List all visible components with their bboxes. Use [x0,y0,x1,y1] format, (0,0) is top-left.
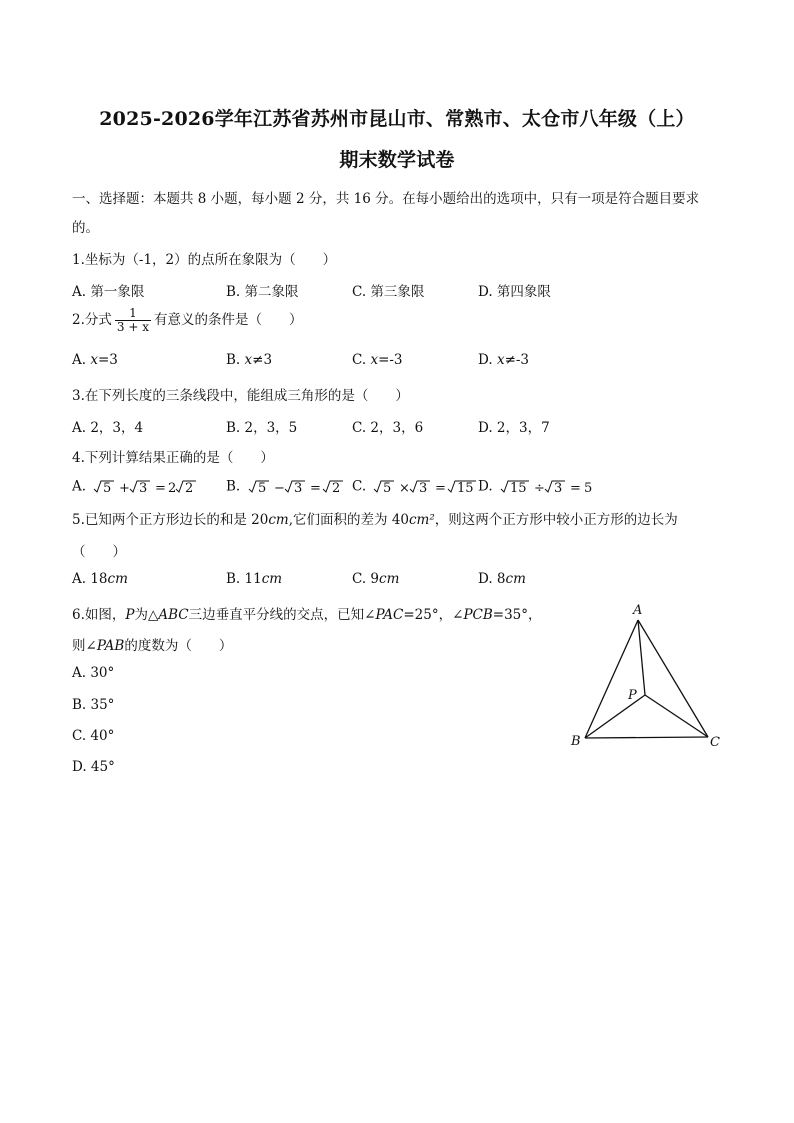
math-expression-b [245,478,351,496]
math-expression-a [90,478,202,496]
option-label: B. [226,352,245,368]
question-4-option-b [226,478,351,496]
question-6-option-c: C. 40° [72,728,115,744]
question-3-option-a: A. 2，3，4 [72,420,144,436]
point-label-p: P [628,688,637,703]
option-label: B. [226,478,241,495]
q6-var-pcb: PCB [463,607,493,623]
option-unit: cm [107,571,128,587]
question-2-option-d [478,352,529,368]
question-6-option-b: B. 35° [72,697,115,713]
q6-var-p: P [125,607,135,623]
section1-instructions [72,187,699,207]
svg-text:3: 3 [293,481,302,496]
question-1-option-a: A. 第一象限 [72,284,145,300]
vertex-label-a: A [633,603,643,618]
svg-text:5: 5 [257,481,266,496]
question-6-stem [72,603,542,623]
question-2-option-c [352,352,403,368]
question-5-option-d [478,571,526,587]
question-6-option-d: D. 45° [72,759,115,775]
svg-text:15: 15 [457,481,474,496]
math-expression-c [370,478,482,496]
question-1-option-d: D. 第四象限 [478,284,551,300]
segment-ac [638,620,708,737]
question-6-option-a: A. 30° [72,665,115,681]
svg-text:5: 5 [103,481,112,496]
svg-text:÷: ÷ [533,481,545,496]
svg-text:−: − [273,481,285,496]
section1-instructions-text: 一、选择题：本题共 8 小题，每小题 2 分，共 16 分。在每小题给出的选项中，只有一项是符合题目要求 [72,191,700,207]
svg-text:=: = [155,481,167,496]
svg-text:=: = [309,481,321,496]
q5-text-c: ，则这两个正方形中较小正方形的边长为 [434,512,678,528]
option-label: C. [352,352,371,368]
exam-title-line2: 期末数学试卷 [339,149,455,171]
svg-text:=: = [435,481,447,496]
q6-text-b: 为△ [134,607,159,623]
question-4-stem: 4.下列计算结果正确的是（ ） [72,450,274,466]
option-unit: cm [505,571,526,587]
q6-text-a: 6.如图， [72,607,126,623]
q6-var-pac: PAC [375,607,404,623]
svg-text:3: 3 [553,481,563,496]
question-3-option-d: D. 2，3，7 [478,420,550,436]
q5-unit2: cm² [409,512,435,528]
svg-text:2: 2 [168,481,177,496]
svg-text:2: 2 [331,481,340,496]
question-5-option-a [72,571,128,587]
math-expression-d [497,478,609,496]
option-rest: ≠-3 [504,352,530,368]
q5-unit: cm [268,512,289,528]
question-3-option-c: C. 2，3，6 [352,420,424,436]
segment-ab [585,620,638,738]
q6-text-d: =25°，∠ [403,607,464,623]
option-label: D. 8 [478,571,506,587]
vertex-label-b: B [571,734,581,749]
option-unit: cm [379,571,400,587]
question-1-stem: 1.坐标为（-1，2）的点所在象限为（ ） [72,252,337,268]
question-2-suffix: 有意义的条件是（ ） [153,312,303,328]
q5-text-a: 5.已知两个正方形边长的和是 20 [72,512,269,528]
question-2-prefix: 2.分式 [72,312,112,328]
q5-text-b: ,它们面积的差为 40 [288,512,409,528]
svg-text:3: 3 [139,481,148,496]
option-variable: x [496,352,505,368]
q6-var-pab: PAB [96,638,125,654]
option-rest: =-3 [378,352,403,368]
option-rest: ≠3 [252,352,273,368]
option-label: A. 18 [72,571,108,587]
question-2-stem [72,307,302,334]
section1-instructions-cont: 的。 [72,220,99,236]
q6-text-e: =35°， [492,607,542,623]
segment-bc [585,737,708,738]
option-label: A. [72,478,87,495]
question-6-stem-line2 [72,634,232,654]
question-4-option-d [478,478,609,496]
option-label: A. [72,352,91,368]
segment-pc [645,695,708,737]
question-4-option-c [352,478,482,496]
svg-text:15: 15 [509,481,527,496]
question-5-option-b [226,571,282,587]
q6-var-abc: ABC [158,607,189,623]
option-label: B. 11 [226,571,262,587]
vertex-label-c: C [710,735,720,750]
exam-title-line1: 2025-2026学年江苏省苏州市昆山市、常熟市、太仓市八年级（上） [99,108,695,130]
option-unit: cm [261,571,283,587]
svg-text:5: 5 [583,481,593,496]
question-1-option-c: C. 第三象限 [352,284,425,300]
option-label: D. [478,478,493,495]
question-3-stem: 3.在下列长度的三条线段中，能组成三角形的是（ ） [72,388,409,404]
q6-text-f: 则∠ [72,638,97,654]
option-variable: x [370,352,379,368]
option-label: C. [352,478,367,495]
question-3-option-b: B. 2，3，5 [226,420,298,436]
question-2-option-a [72,352,118,368]
q6-text-c: 三边垂直平分线的交点，已知∠ [188,607,376,623]
option-label: D. [478,352,497,368]
option-variable: x [90,352,98,368]
fraction-denominator: 3 + x [116,320,149,334]
question-2-fraction [115,307,151,334]
question-5-stem [72,508,678,528]
triangle-figure [565,598,735,758]
question-5-stem-line2: （ ） [72,544,126,560]
option-rest: =3 [97,352,118,368]
svg-text:+: + [119,481,131,496]
svg-text:2: 2 [185,481,194,496]
svg-text:5: 5 [383,481,392,496]
option-label: C. 9 [352,571,380,587]
q6-text-g: 的度数为（ ） [124,638,233,654]
segment-pa [638,620,645,695]
svg-text:=: = [569,481,581,496]
question-4-option-a [72,478,202,496]
question-5-option-c [352,571,399,587]
option-variable: x [244,352,253,368]
question-2-option-b [226,352,272,368]
question-1-option-b: B. 第二象限 [226,284,299,300]
svg-text:×: × [399,481,411,496]
fraction-numerator: 1 [115,307,151,321]
svg-text:3: 3 [419,481,428,496]
